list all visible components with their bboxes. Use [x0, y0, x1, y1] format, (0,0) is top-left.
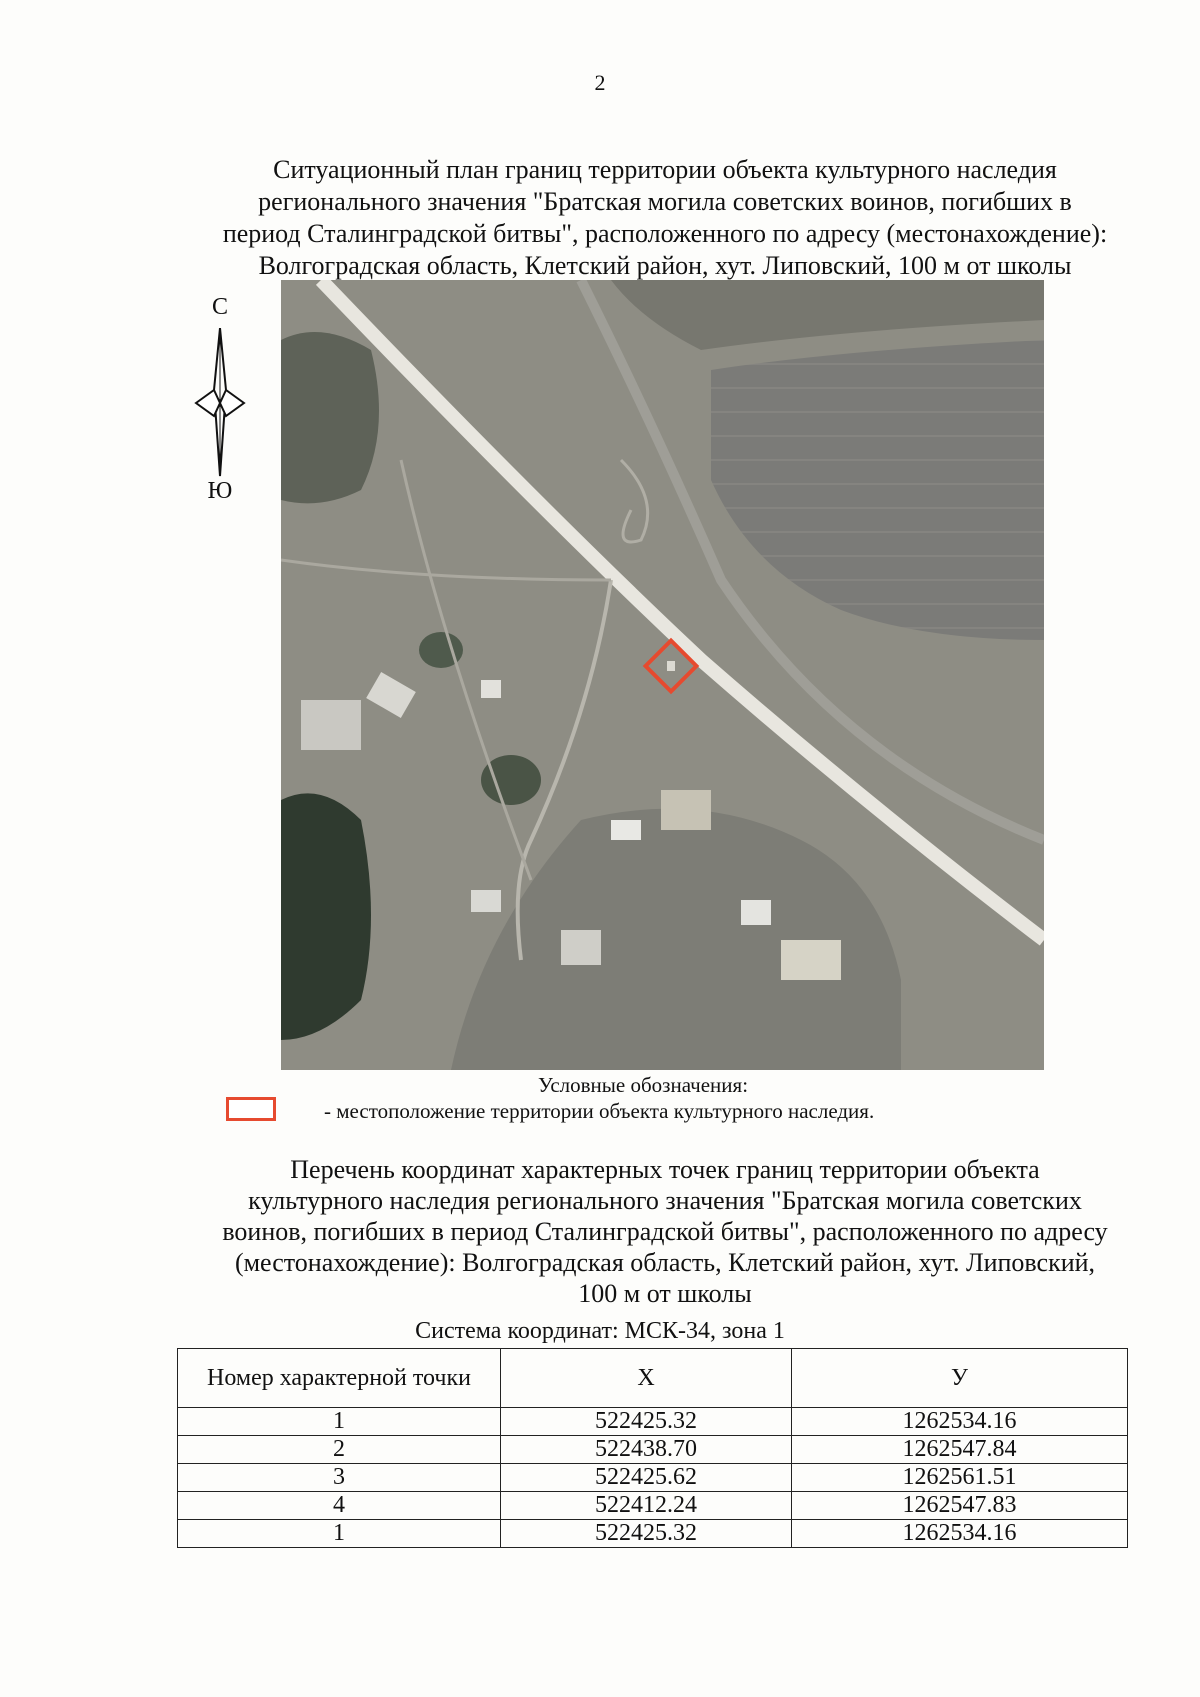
table-header-row [178, 1349, 1128, 1408]
plan-title-line: Ситуационный план границ территории объекта культурного наследия [273, 155, 1057, 184]
plan-title-line: регионального значения "Братская могила советских воинов, погибших в [258, 187, 1072, 216]
cell-x: 522412.24 [501, 1492, 792, 1520]
coordinates-title-line: (местонахождение): Волгоградская область, Клетский район, хут. Липовский, [234, 1248, 1096, 1277]
table-row [178, 1408, 1128, 1436]
plan-title [165, 154, 1165, 282]
header-point-number: Номер характерной точки [178, 1349, 501, 1408]
table-row [178, 1520, 1128, 1548]
table-row [178, 1492, 1128, 1520]
south-label: Ю [207, 478, 233, 504]
cell-point: 1 [178, 1520, 501, 1548]
legend-item-text: - местоположение территории объекта культурного наследия. [324, 1099, 875, 1123]
coordinates-title-line: культурного наследия регионального значения "Братская могила советских [248, 1186, 1082, 1215]
coordinates-table [177, 1348, 1128, 1548]
table-row [178, 1464, 1128, 1492]
cell-x: 522438.70 [501, 1436, 792, 1464]
compass-icon [192, 328, 248, 478]
table-row [178, 1436, 1128, 1464]
coordinates-title-line: 100 м от школы [578, 1279, 752, 1308]
cell-y: 1262561.51 [792, 1464, 1128, 1492]
cell-x: 522425.32 [501, 1408, 792, 1436]
cell-y: 1262534.16 [792, 1408, 1128, 1436]
cell-point: 1 [178, 1408, 501, 1436]
coordinates-title-line: воинов, погибших в период Сталинградской битвы", расположенного по адресу [222, 1217, 1108, 1246]
plan-title-line: Волгоградская область, Клетский район, хут. Липовский, 100 м от школы [258, 251, 1072, 280]
coordinates-title [165, 1154, 1165, 1309]
cell-point: 3 [178, 1464, 501, 1492]
coordinates-title-line: Перечень координат характерных точек границ территории объекта [290, 1155, 1040, 1184]
cell-point: 4 [178, 1492, 501, 1520]
header-y: У [792, 1349, 1128, 1408]
header-x: X [501, 1349, 792, 1408]
legend-title: Условные обозначения: [538, 1073, 749, 1097]
north-label: С [211, 294, 228, 320]
legend-marker-swatch [226, 1097, 276, 1121]
page-number: 2 [594, 70, 606, 95]
cell-x: 522425.62 [501, 1464, 792, 1492]
cell-y: 1262547.83 [792, 1492, 1128, 1520]
coordinate-system-label: Система координат: МСК-34, зона 1 [415, 1318, 785, 1344]
cell-x: 522425.32 [501, 1520, 792, 1548]
satellite-map [281, 280, 1044, 1070]
cell-y: 1262547.84 [792, 1436, 1128, 1464]
cell-y: 1262534.16 [792, 1520, 1128, 1548]
north-arrow [192, 294, 248, 508]
plan-title-line: период Сталинградской битвы", расположенного по адресу (местонахождение): [222, 219, 1108, 248]
cell-point: 2 [178, 1436, 501, 1464]
